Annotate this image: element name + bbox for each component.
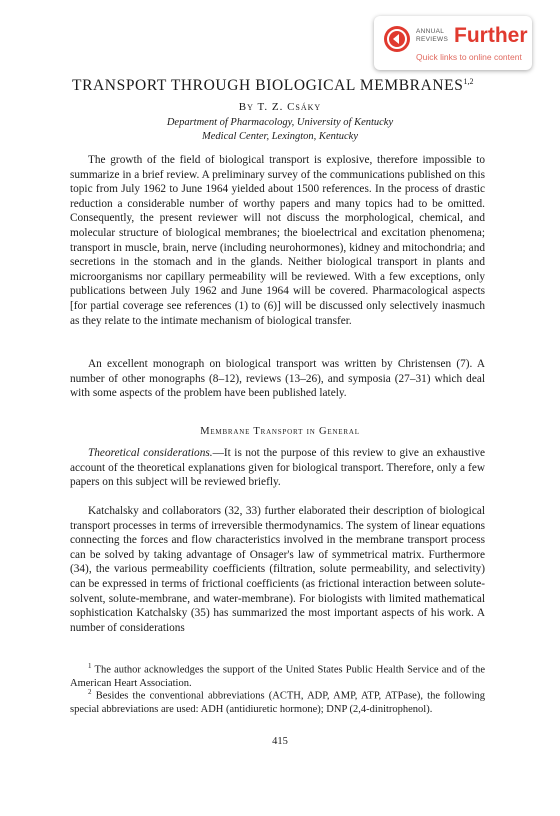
footnote-1-text: The author acknowledges the support of the United States Public Health Service and of the American Heart Association.	[70, 664, 485, 689]
title-footnote-marks: 1,2	[463, 77, 474, 86]
author-line: By T. Z. Csáky	[238, 101, 322, 113]
run-in-heading: Theoretical considerations.	[88, 447, 213, 459]
intro-paragraph-2: An excellent monograph on biological transport was written by Christensen (7). A number of other monographs (8–12), reviews (13–26), and symposia (27–31) which deal with some aspects of the problem have been published lately.	[70, 358, 485, 400]
article-title-text: TRANSPORT THROUGH BIOLOGICAL MEMBRANES	[72, 77, 464, 95]
play-arrow-icon	[384, 26, 410, 52]
section-heading: Membrane Transport in General	[200, 426, 360, 437]
further-sublabel[interactable]: Quick links to online content	[416, 52, 522, 62]
intro-paragraph-1: The growth of the field of biological transport is explosive, therefore impossible to summarize in a brief review. A preliminary survey of the communications published on this topic from July 1962 to June 1964 yielded about 1500 references. In the process of drastic reduction a considerable number of worthy papers and many topics had to be omitted. Consequently, the present reviewer will not discuss the morphological, chemical, and molecular structure of biological membranes; the bioelectrical and excitation phenomena; transport in muscle, brain, nerve (including neurohormones), kidney and mitochondria; and secretions in the stomach and in the glands. Neither biological transport in plants and microorganisms nor capillary permeability will be reviewed. With a few exceptions, only publications between July 1962 and June 1964 will be covered. Pharmacological aspects [for partial coverage see references (1) to (6)] will be discussed only selectively inasmuch as they relate to the intimate mechanism of biological transfer.	[70, 154, 485, 327]
section-paragraph-1	[70, 446, 485, 490]
article-title	[72, 77, 473, 95]
affiliation-line-2: Medical Center, Lexington, Kentucky	[202, 131, 358, 142]
footnote-1-mark: 1	[88, 662, 92, 670]
footnote-2-mark: 2	[88, 688, 92, 696]
page-number: 415	[272, 736, 288, 747]
publisher-name: ANNUAL REVIEWS	[416, 28, 449, 43]
section-paragraph-1-text: —It is not the purpose of this review to give an exhaustive account of the theoretical explanations given for biological transport. Therefore, only a few papers on this subject will be reviewed briefly.	[70, 447, 485, 489]
section-paragraph-2: Katchalsky and collaborators (32, 33) further elaborated their description of biological transport processes in terms of irreversible thermodynamics. The system of linear equations connecting the forces and flow characteristics involved in the membrane transport process can be solved by taking advantage of Onsager's law of symmetrical matrix. Furthermore (34), the various permeability coefficients (filtration, solute permeability, and selectivity) can be expressed in terms of frictional coefficients (as frictional interaction between solute-solvent, solute-membrane, and water-membrane). For biologists with limited mathematical sophistication Katchalsky (35) has summarized the most important aspects of his work. A number of considerations	[70, 505, 485, 634]
footnote-2-text: Besides the conventional abbreviations (ACTH, ADP, AMP, ATP, ATPase), the following special abbreviations are used: ADH (antidiuretic hormone); DNP (2,4-dinitrophenol).	[70, 690, 486, 715]
affiliation-line-1: Department of Pharmacology, University of Kentucky	[166, 117, 394, 128]
further-label[interactable]: Further	[454, 24, 528, 47]
annual-reviews-further-badge[interactable]	[374, 16, 532, 70]
footnote-2	[70, 686, 485, 716]
